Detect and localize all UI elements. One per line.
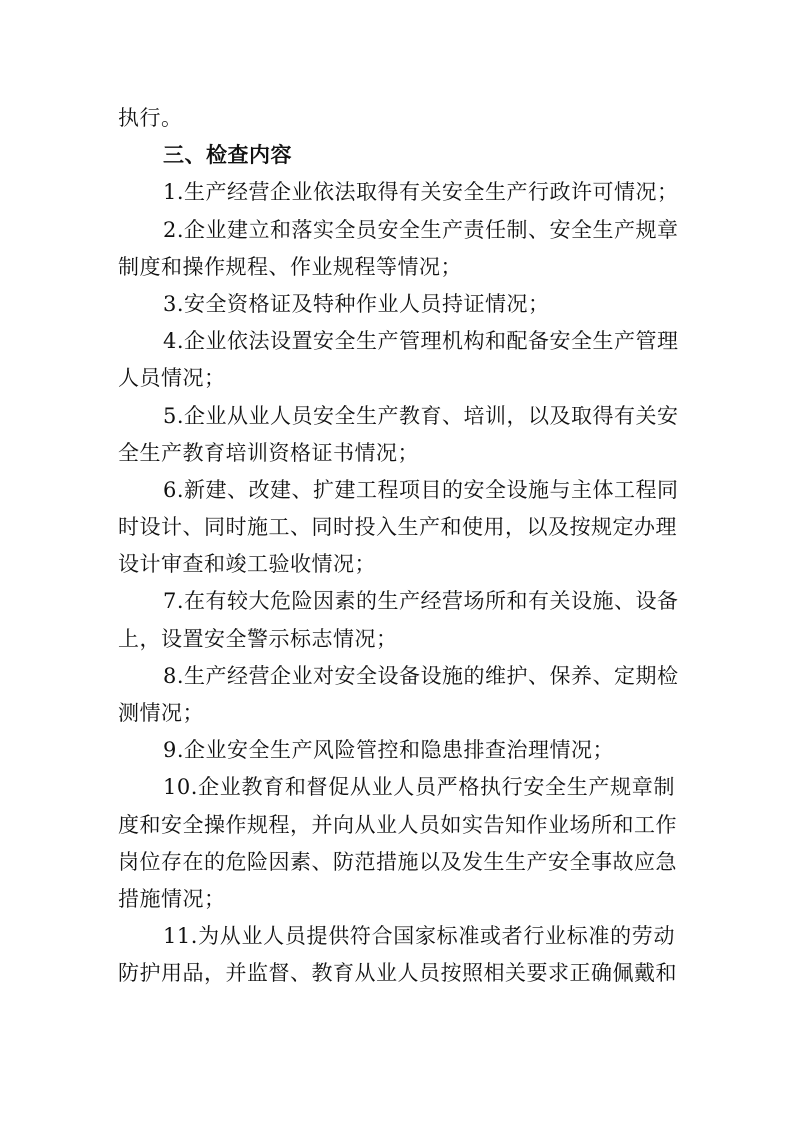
paragraph: [118, 918, 675, 992]
paragraph: [118, 398, 679, 472]
text-line: 2.企业建立和落实全员安全生产责任制、安全生产规章: [163, 217, 679, 242]
text-line: 上，设置安全警示标志情况；: [118, 626, 398, 651]
text-line: 9.企业安全生产风险管控和隐患排查治理情况；: [163, 738, 615, 763]
paragraph: [118, 286, 675, 323]
text-line: 7.在有较大危险因素的生产经营场所和有关设施、设备: [163, 589, 679, 614]
text-line: 执行。: [118, 106, 183, 130]
section-heading: [118, 137, 675, 174]
paragraph: [118, 769, 675, 918]
text-line: 防护用品，并监督、教育从业人员按照相关要求正确佩戴和: [118, 961, 677, 986]
text-line: 时设计、同时施工、同时投入生产和使用，以及按规定办理: [118, 515, 677, 540]
text-line: 1.生产经营企业依法取得有关安全生产行政许可情况；: [163, 180, 679, 205]
paragraph: [118, 174, 679, 211]
text-line: 制度和操作规程、作业规程等情况；: [118, 254, 462, 279]
text-line: 8.生产经营企业对安全设备设施的维护、保养、定期检: [163, 663, 679, 688]
text-line: 测情况；: [118, 701, 204, 725]
paragraph: [118, 100, 675, 137]
paragraph: [118, 658, 679, 732]
text-line: 人员情况；: [118, 366, 226, 391]
paragraph: [118, 732, 675, 769]
paragraph: [118, 472, 679, 584]
paragraph: [118, 583, 679, 657]
text-line: 设计审查和竣工验收情况；: [118, 552, 376, 577]
text-line: 11.为从业人员提供符合国家标准或者行业标准的劳动: [163, 924, 675, 949]
document-page: [118, 100, 679, 993]
paragraph: [118, 323, 679, 397]
text-line: 措施情况；: [118, 886, 226, 911]
paragraph: [118, 212, 679, 286]
text-line: 4.企业依法设置安全生产管理机构和配备安全生产管理: [163, 329, 679, 354]
text-line: 岗位存在的危险因素、防范措施以及发生生产安全事故应急: [118, 849, 677, 874]
text-line: 度和安全操作规程，并向从业人员如实告知作业场所和工作: [118, 812, 677, 837]
text-line: 6.新建、改建、扩建工程项目的安全设施与主体工程同: [163, 477, 679, 502]
text-line: 5.企业从业人员安全生产教育、培训，以及取得有关安: [163, 403, 679, 428]
text-line: 全生产教育培训资格证书情况；: [118, 440, 419, 465]
text-line: 三、检查内容: [163, 143, 292, 168]
text-line: 3.安全资格证及特种作业人员持证情况；: [163, 291, 550, 316]
text-line: 10.企业教育和督促从业人员严格执行安全生产规章制: [163, 775, 675, 800]
